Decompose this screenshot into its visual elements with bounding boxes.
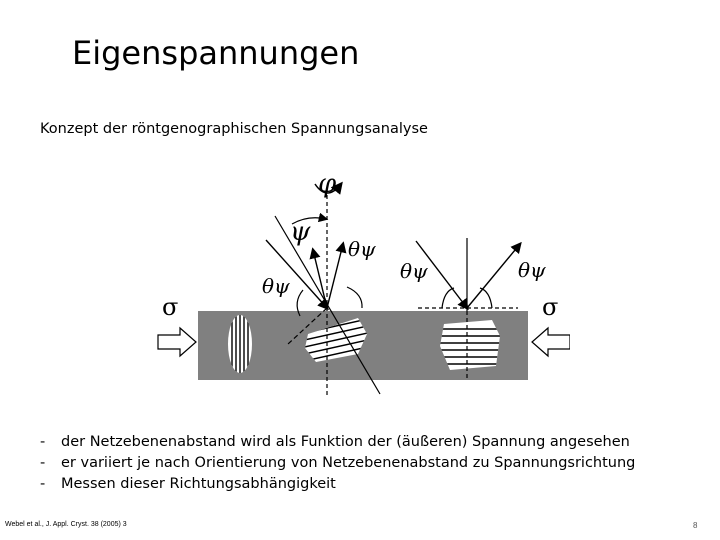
theta-psi-label-2: θψ xyxy=(262,274,290,298)
bullet-text: der Netzebenenabstand wird als Funktion der (äußeren) Spannung angesehen xyxy=(61,434,630,450)
theta-psi-label-4: θψ xyxy=(518,258,546,282)
bullet-list xyxy=(40,432,635,495)
page-number: 8 xyxy=(693,521,698,530)
bullet-item xyxy=(40,453,635,474)
slide-title: Eigenspannungen xyxy=(72,34,360,72)
bullet-marker: - xyxy=(40,476,46,492)
stress-analysis-diagram xyxy=(150,158,570,398)
footer-reference: Webel et al., J. Appl. Cryst. 38 (2005) 3 xyxy=(5,521,127,528)
bullet-marker: - xyxy=(40,455,46,471)
right-load-arrow xyxy=(532,328,570,356)
slide-subtitle: Konzept der röntgenographischen Spannungsanalyse xyxy=(40,121,428,137)
left-load-arrow xyxy=(158,328,196,356)
psi-label: ψ xyxy=(290,217,311,247)
theta-psi-label-3: θψ xyxy=(400,259,428,283)
phi-label: φ xyxy=(318,169,337,199)
bullet-marker: - xyxy=(40,434,46,450)
bullet-text: er variiert je nach Orientierung von Netzebenenabstand zu Spannungsrichtung xyxy=(61,455,636,471)
theta-psi-label-1: θψ xyxy=(348,237,376,261)
sigma-label-left: σ xyxy=(162,293,179,321)
bullet-item xyxy=(40,474,635,495)
sigma-label-right: σ xyxy=(542,293,559,321)
bullet-text: Messen dieser Richtungsabhängigkeit xyxy=(61,476,336,492)
bullet-item xyxy=(40,432,635,453)
